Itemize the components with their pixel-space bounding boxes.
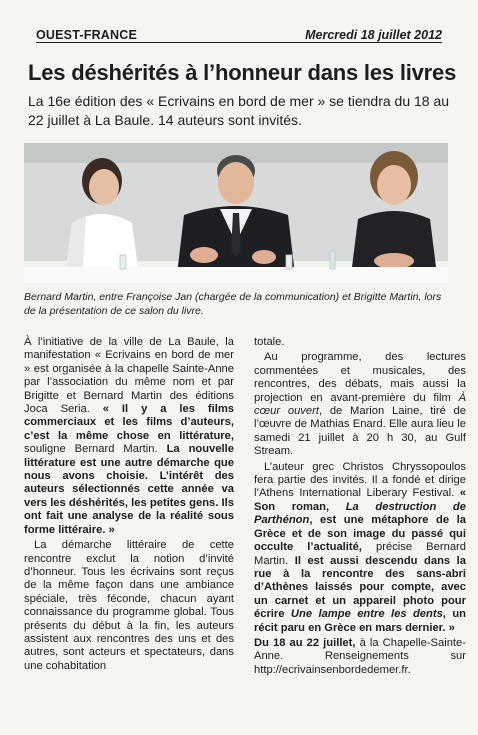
book-title: La destruction de Parthénon bbox=[254, 500, 466, 527]
bold-quote: , est une métaphore de la Grèce et de son image du passé qui occulte l’actualité, bbox=[254, 514, 466, 554]
text-run: souligne Bernard Martin. bbox=[24, 443, 167, 456]
article-column-right bbox=[254, 336, 466, 679]
paragraph bbox=[254, 351, 466, 458]
text-run: à la Chapelle-Sainte-Anne. Renseignements sur http://ecrivainsenbordedemer.fr. bbox=[254, 636, 466, 676]
bold-quote: , un récit paru en Grèce en mars dernier. » bbox=[254, 608, 466, 634]
text-run: L’auteur grec Christos Chryssopoulos fera partie des invités. Il a fondé et dirige l’Athens International Liberary Festival. bbox=[254, 460, 466, 500]
masthead bbox=[36, 24, 442, 43]
standfirst: La 16e édition des « Ecrivains en bord de mer » se tiendra du 18 au 22 juillet à La Baule. 14 auteurs sont invités. bbox=[28, 93, 450, 128]
photo-caption: Bernard Martin, entre Françoise Jan (chargée de la communication) et Brigitte Martin, lors de la présentation de ce salon du livre. bbox=[24, 291, 442, 317]
bold-quote: « Son roman, bbox=[254, 487, 466, 513]
paragraph: totale. bbox=[254, 336, 285, 348]
article-column-left bbox=[24, 336, 234, 675]
issue-date: Mercredi 18 juillet 2012 bbox=[305, 28, 442, 42]
paragraph bbox=[254, 637, 466, 677]
paragraph bbox=[254, 461, 466, 635]
text-run: Au programme, des lectures commentées et musicales, des rencontres, des débats, mais aussi la projection en avant-première du film bbox=[254, 351, 466, 404]
bold-quote: La nouvelle littérature est une autre démarche que nous avons choisie. L’intérêt des auteurs sélectionnés cette année va vers les déshérités, les petites gens. Ils ont fait une analyse de la réalité sous forme littéraire. » bbox=[24, 443, 234, 536]
bold-quote: « Il y a les films commerciaux et les films d’auteurs, c’est la même chose en littérature, bbox=[24, 403, 235, 442]
film-title: À cœur ouvert bbox=[254, 391, 466, 418]
bold-quote: Il est aussi descendu dans la rue à la rencontre des sans-abri d’Athènes laissés pour compte, avec un carnet et un appareil photo pour écrire bbox=[254, 554, 466, 621]
text-run: précise Bernard Martin. bbox=[254, 541, 466, 567]
newspaper-name: OUEST-FRANCE bbox=[36, 28, 138, 42]
paragraph bbox=[24, 336, 234, 537]
event-dates: Du 18 au 22 juillet, bbox=[254, 636, 356, 649]
photo-illustration bbox=[24, 143, 448, 283]
text-run: À l’initiative de la ville de La Baule, la manifestation « Ecrivains en bord de mer » est organisée à la chapelle Sainte-Anne par l’association du même nom et par Brigitte et Bernard Martin des éditions Joca Seria. bbox=[24, 336, 234, 416]
headline: Les déshérités à l’honneur dans les livres bbox=[28, 60, 457, 85]
paragraph: La démarche littéraire de cette rencontre exclut la notion d’invité d’honneur. Tous les écrivains sont reçus de la même façon dans une ambiance spéciale, très féconde, chacun ayant connaissance du programme global. Tous présents du début à la fin, les auteurs assistent aux rencontres des uns et des autres, sont acteurs et spectateurs, dans une cohabitation bbox=[24, 539, 234, 672]
book-title: Une lampe entre les dents bbox=[290, 608, 443, 621]
text-run: , de Marion Laine, tiré de l’œuvre de Mathias Enard. Elle aura lieu le samedi 21 juillet à 20 h 30, au Gulf Stream. bbox=[254, 405, 466, 458]
press-photo bbox=[24, 143, 448, 283]
